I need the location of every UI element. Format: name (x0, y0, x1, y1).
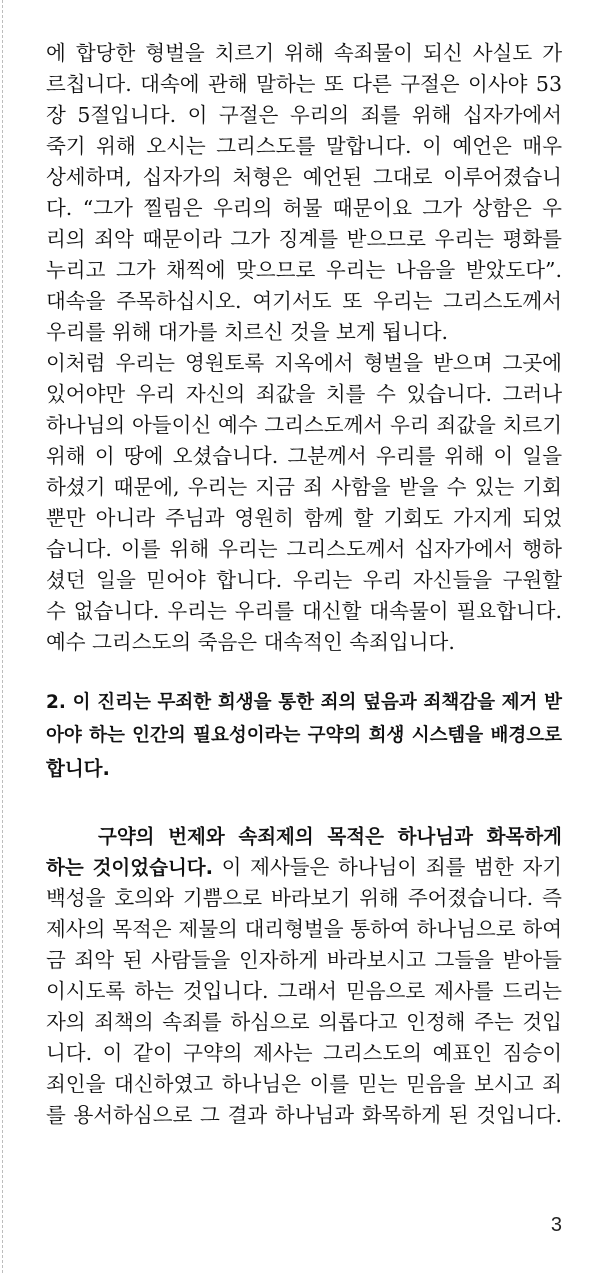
text-line: 있어야만 우리 자신의 죄값을 치를 수 있습니다. 그러나 (46, 382, 562, 406)
emphasis-text: 구약의 번제와 속죄제의 목적은 하나님과 화목하게 (98, 825, 562, 848)
page-number: 3 (550, 1214, 562, 1236)
text-line: 하나님의 아들이신 예수 그리스도께서 우리 죄값을 치르기 (46, 413, 562, 437)
text-line: 상세하며, 십자가의 처형은 예언된 그대로 이루어졌습니 (46, 165, 562, 189)
text-line: 백성을 호의와 기쁨으로 바라보기 위해 주어졌습니다. 즉 (46, 886, 562, 910)
text-line: 셨던 일을 믿어야 합니다. 우리는 우리 자신들을 구원할 (46, 568, 562, 592)
text-line: 위해 이 땅에 오셨습니다. 그분께서 우리를 위해 이 일을 (46, 444, 562, 468)
section-heading (46, 686, 562, 785)
text-line: 죄인을 대신하였고 하나님은 이를 믿는 믿음을 보시고 죄 (46, 1072, 562, 1096)
text-line: 장 5절입니다. 이 구절은 우리의 죄를 위해 십자가에서 (46, 103, 562, 127)
text-line: 니다. 이 같이 구약의 제사는 그리스도의 예표인 짐승이 (46, 1041, 562, 1065)
heading-line: 아야 하는 인간의 필요성이라는 구약의 희생 시스템을 배경으로 (46, 725, 562, 746)
text-run: 이 제사들은 하나님이 죄를 범한 자기 (213, 855, 562, 879)
text-line: 죽기 위해 오시는 그리스도를 말합니다. 이 예언은 매우 (46, 134, 562, 158)
text-line: 이시도록 하는 것입니다. 그래서 믿음으로 제사를 드리는 (46, 979, 562, 1003)
text-line: 습니다. 이를 위해 우리는 그리스도께서 십자가에서 행하 (46, 537, 562, 561)
text-line: 리의 죄악 때문이라 그가 징계를 받으므로 우리는 평화를 (46, 227, 562, 251)
page-edge-rule (2, 0, 3, 1273)
text-line: 자의 죄책의 속죄를 하심으로 의롭다고 인정해 주는 것입 (46, 1010, 562, 1034)
text-line: 하셨기 때문에, 우리는 지금 죄 사함을 받을 수 있는 기회 (46, 475, 562, 499)
text-line: 예수 그리스도의 죽음은 대속적인 속죄입니다. (46, 630, 455, 654)
text-line (46, 852, 562, 883)
text-line-emphasis (46, 821, 562, 852)
text-line: 누리고 그가 채찍에 맞으므로 우리는 나음을 받았도다”. (46, 258, 562, 282)
document-page (46, 38, 562, 1131)
text-line: 르칩니다. 대속에 관해 말하는 또 다른 구절은 이사야 53 (46, 72, 562, 96)
text-line: 대속을 주목하십시오. 여기서도 또 우리는 그리스도께서 (46, 289, 562, 313)
text-line: 를 용서하심으로 그 결과 하나님과 화목하게 된 것입니다. (46, 1103, 562, 1127)
heading-line: 2. 이 진리는 무죄한 희생을 통한 죄의 덮음과 죄책감을 제거 받 (46, 692, 562, 713)
paragraph-substitutionary-atonement (46, 348, 562, 658)
text-line: 우리를 위해 대가를 치르신 것을 보게 됩니다. (46, 320, 449, 344)
emphasis-text: 하는 것이었습니다. (46, 856, 214, 879)
text-line: 제사의 목적은 제물의 대리형벌을 통하여 하나님으로 하여 (46, 917, 562, 941)
text-line: 에 합당한 형벌을 치르기 위해 속죄물이 되신 사실도 가 (46, 41, 562, 65)
text-line: 다. “그가 찔림은 우리의 허물 때문이요 그가 상함은 우 (46, 196, 562, 220)
text-line: 이처럼 우리는 영원토록 지옥에서 형벌을 받으며 그곳에 (46, 351, 562, 375)
paragraph-sacrifice-purpose (46, 821, 562, 1131)
text-line: 수 없습니다. 우리는 우리를 대신할 대속물이 필요합니다. (46, 599, 562, 623)
text-line: 금 죄악 된 사람들을 인자하게 바라보시고 그들을 받아들 (46, 948, 562, 972)
paragraph-atonement-scripture (46, 38, 562, 348)
heading-line: 합니다. (46, 757, 110, 780)
text-line: 뿐만 아니라 주님과 영원히 함께 할 기회도 가지게 되었 (46, 506, 562, 530)
